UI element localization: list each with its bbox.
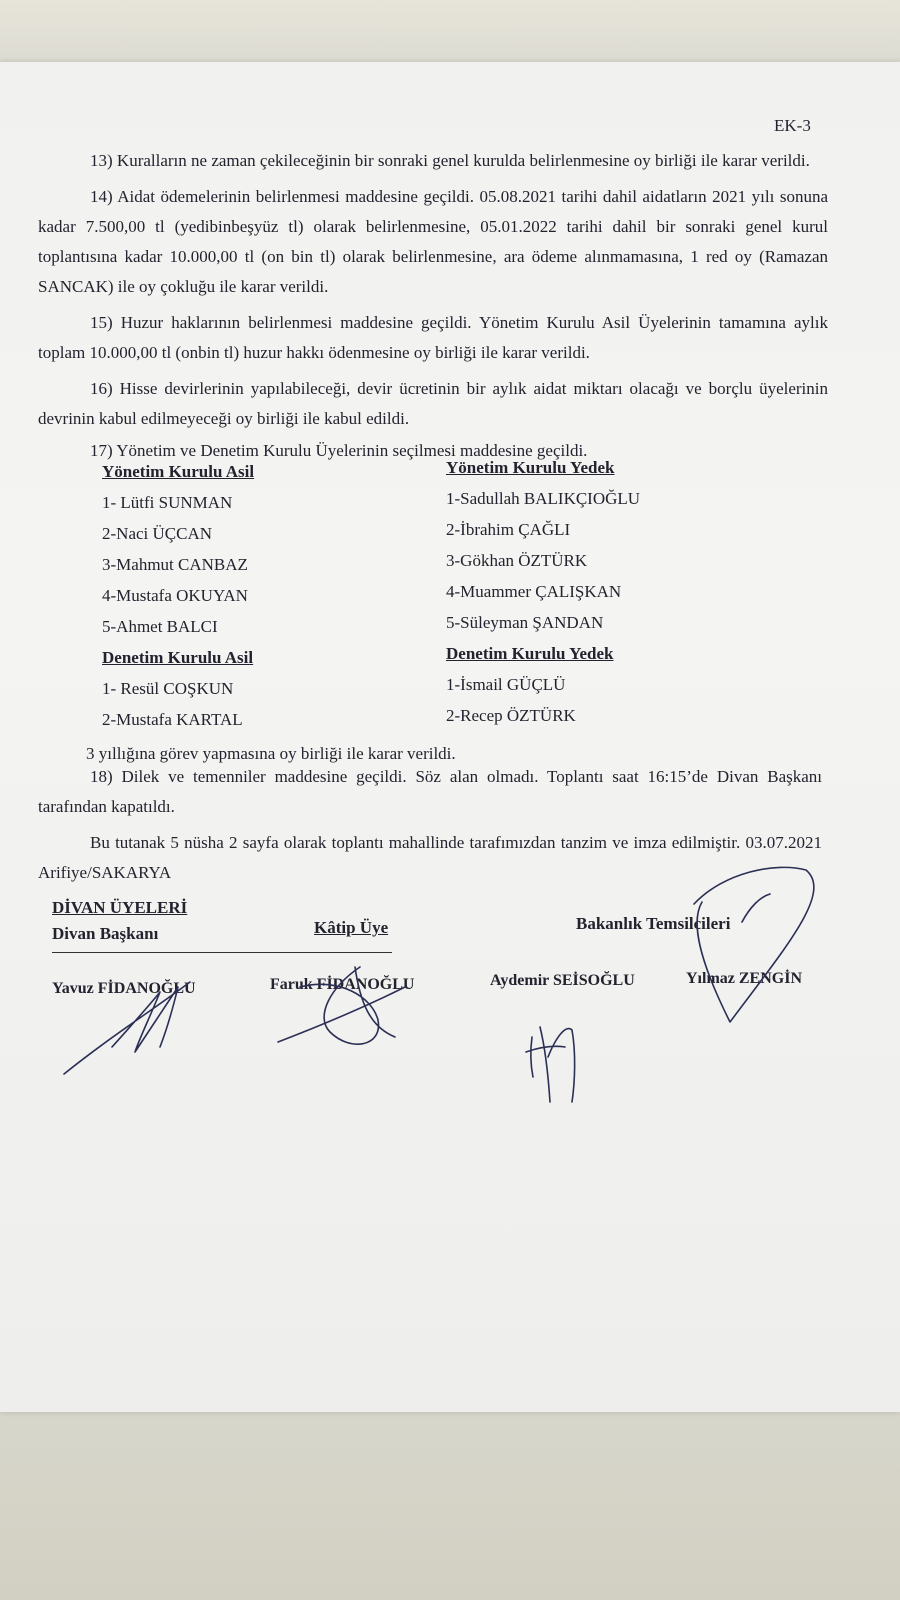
denetim-yedek-heading: Denetim Kurulu Yedek xyxy=(446,644,614,663)
list-item: 2-Naci ÜÇCAN xyxy=(102,524,213,543)
paragraph-14: 14) Aidat ödemelerinin belirlenmesi maddesine geçildi. 05.08.2021 tarihi dahil aidatların 2021 yılı sonuna kadar 7.500,00 tl (yedibinbeşyüz tl) olarak belirlenmesine, 05.01.2022 tarihi dahil bir sonraki genel kurul toplantısına kadar 10.000,00 tl (on bin tl) olarak belirlenmesine, ara ödeme alınmamasına, 1 red oy (Ramazan SANCAK) ile oy çokluğu ile karar verildi. xyxy=(38,187,828,296)
paragraph-18: 18) Dilek ve temenniler maddesine geçildi. Söz alan olmadı. Toplantı saat 16:15’de Divan Başkanı tarafından kapatıldı. xyxy=(38,767,822,816)
page-label: EK-3 xyxy=(774,116,811,135)
list-item: 2-İbrahim ÇAĞLI xyxy=(446,520,571,539)
list-item: 1-Sadullah BALIKÇIOĞLU xyxy=(446,489,641,508)
signature-line xyxy=(52,952,392,953)
signature-ministry-2 xyxy=(694,867,814,1022)
divan-uyeleri-title: DİVAN ÜYELERİ xyxy=(52,898,188,917)
list-item: 5-Ahmet BALCI xyxy=(102,617,218,636)
closing-paragraphs xyxy=(38,762,822,888)
signatory-chair: Yavuz FİDANOĞLU xyxy=(52,980,196,997)
term-text: 3 yıllığına görev yapmasına oy birliği ile karar verildi. xyxy=(86,744,456,763)
body-paragraphs xyxy=(38,146,828,466)
list-item: 4-Muammer ÇALIŞKAN xyxy=(446,582,622,601)
yonetim-asil-heading: Yönetim Kurulu Asil xyxy=(102,462,255,481)
signatory-ministry-2: Yılmaz ZENGİN xyxy=(686,970,802,987)
yonetim-asil-list xyxy=(102,456,254,735)
list-item: 1- Lütfi SUNMAN xyxy=(102,493,233,512)
clerk-role: Kâtip Üye xyxy=(314,918,389,937)
list-item: 4-Mustafa OKUYAN xyxy=(102,586,248,605)
ministry-role: Bakanlık Temsilcileri xyxy=(576,914,731,933)
signatory-ministry-1: Aydemir SEİSOĞLU xyxy=(490,972,635,989)
denetim-asil-heading: Denetim Kurulu Asil xyxy=(102,648,254,667)
list-item: 1- Resül COŞKUN xyxy=(102,679,234,698)
list-item: 3-Gökhan ÖZTÜRK xyxy=(446,551,588,570)
signatory-clerk: Faruk FİDANOĞLU xyxy=(270,976,415,993)
list-item: 2-Mustafa KARTAL xyxy=(102,710,243,729)
chair-role: Divan Başkanı xyxy=(52,924,159,943)
paragraph-16: 16) Hisse devirlerinin yapılabileceği, devir ücretinin bir aylık aidat miktarı olacağı ve borçlu üyelerinin devrinin kabul edilmeyeceği oy birliği ile kabul edildi. xyxy=(38,379,828,428)
list-item: 3-Mahmut CANBAZ xyxy=(102,555,248,574)
yonetim-yedek-list xyxy=(446,452,640,731)
list-item: 2-Recep ÖZTÜRK xyxy=(446,706,576,725)
yonetim-yedek-heading: Yönetim Kurulu Yedek xyxy=(446,458,615,477)
list-item: 5-Süleyman ŞANDAN xyxy=(446,613,604,632)
paragraph-13: 13) Kuralların ne zaman çekileceğinin bir sonraki genel kurulda belirlenmesine oy birliği ile karar verildi. xyxy=(90,151,810,170)
document-page xyxy=(0,62,900,1412)
list-item: 1-İsmail GÜÇLÜ xyxy=(446,675,566,694)
paragraph-17: 17) Yönetim ve Denetim Kurulu Üyelerinin seçilmesi maddesine geçildi. xyxy=(90,441,588,460)
paragraph-15: 15) Huzur haklarının belirlenmesi maddesine geçildi. Yönetim Kurulu Asil Üyelerinin tamamına aylık toplam 10.000,00 tl (onbin tl) huzur hakkı ödenmesine oy birliği ile karar verildi. xyxy=(38,313,828,362)
signature-ministry-1 xyxy=(526,1027,575,1102)
paragraph-closing: Bu tutanak 5 nüsha 2 sayfa olarak toplantı mahallinde tarafımızdan tanzim ve imza edilmiştir. 03.07.2021 Arifiye/SAKARYA xyxy=(38,833,822,882)
